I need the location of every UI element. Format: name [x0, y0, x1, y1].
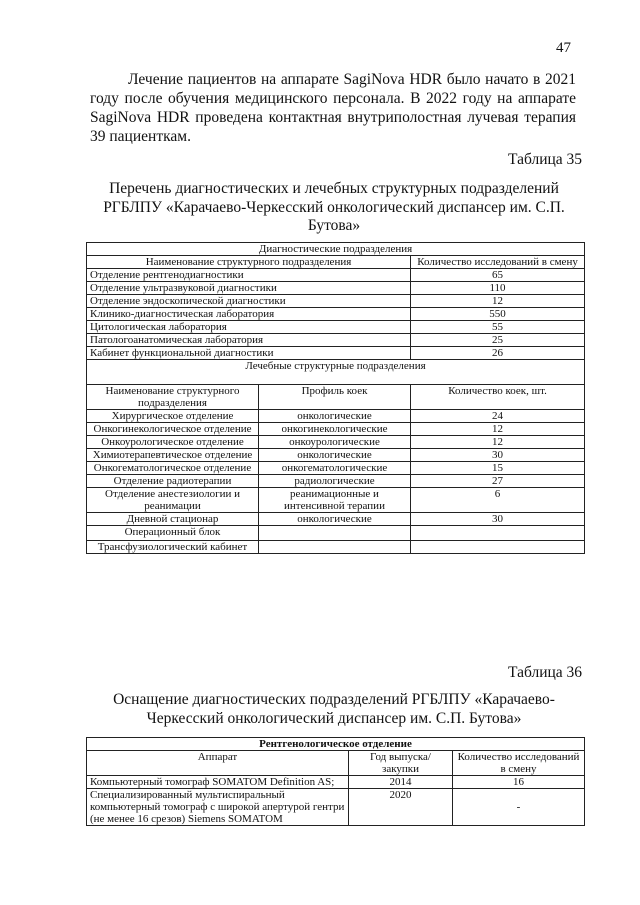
- treat-profile: радиологические: [259, 475, 411, 488]
- page-number: 47: [556, 40, 571, 56]
- treat-beds: [411, 541, 585, 554]
- table-row: [87, 282, 585, 295]
- diag-section-title: Диагностические подразделения: [87, 243, 585, 256]
- diag-header-name: Наименование структурного подразделения: [87, 256, 411, 269]
- treat-beds: 24: [411, 410, 585, 423]
- table-row: [87, 334, 585, 347]
- table-row: [87, 541, 585, 554]
- table-row: [87, 513, 585, 526]
- table-row: [87, 776, 585, 789]
- treat-beds: 12: [411, 436, 585, 449]
- device-year: 2020: [349, 789, 453, 826]
- table36: [86, 737, 585, 826]
- treat-beds: 6: [411, 488, 585, 513]
- device-count: 16: [453, 776, 585, 789]
- treat-name: Дневной стационар: [87, 513, 259, 526]
- diag-name: Патологоанатомическая лаборатория: [87, 334, 411, 347]
- diag-count: 25: [411, 334, 585, 347]
- treat-header-profile: Профиль коек: [259, 385, 411, 410]
- treat-beds: 30: [411, 513, 585, 526]
- treat-profile: [259, 541, 411, 554]
- table-row: [87, 789, 585, 826]
- table-row: [87, 488, 585, 513]
- t36-header-year: Год выпуска/закупки: [349, 751, 453, 776]
- treat-section-title: Лечебные структурные подразделения: [87, 360, 585, 385]
- treat-profile: онкогематологические: [259, 462, 411, 475]
- diag-header-count: Количество исследований в смену: [411, 256, 585, 269]
- diag-name: Клинико-диагностическая лаборатория: [87, 308, 411, 321]
- diag-count: 65: [411, 269, 585, 282]
- table-row: [87, 475, 585, 488]
- table35-label: Таблица 35: [508, 151, 583, 168]
- treat-name: Отделение анестезиологии и реанимации: [87, 488, 259, 513]
- table-row: [87, 347, 585, 360]
- treat-name: Химиотерапевтическое отделение: [87, 449, 259, 462]
- table-row: [87, 423, 585, 436]
- treat-name: Онкоурологическое отделение: [87, 436, 259, 449]
- treat-profile: реанимационные и интенсивной терапии: [259, 488, 411, 513]
- device-name: Компьютерный томограф SOMATOM Definition AS;: [87, 776, 349, 789]
- diag-name: Отделение ультразвуковой диагностики: [87, 282, 411, 295]
- table-row: [87, 321, 585, 334]
- table-row: [87, 308, 585, 321]
- table-row: [87, 436, 585, 449]
- table36-label: Таблица 36: [508, 664, 583, 681]
- diag-count: 110: [411, 282, 585, 295]
- treat-name: Операционный блок: [87, 526, 259, 541]
- device-year: 2014: [349, 776, 453, 789]
- intro-paragraph: Лечение пациентов на аппарате SagiNova HDR было начато в 2021 году после обучения медицинского персонала. В 2022 году на аппарате SagiNova HDR проведена контактная внутриполостная лучевая терапия 39 пациенткам.: [90, 71, 576, 145]
- diag-name: Цитологическая лаборатория: [87, 321, 411, 334]
- table36-title: Оснащение диагностических подразделений РГБЛПУ «Карачаево-Черкесский онкологический диспансер им. С.П. Бутова»: [113, 691, 555, 727]
- treat-name: Онкогематологическое отделение: [87, 462, 259, 475]
- treat-beds: 15: [411, 462, 585, 475]
- t36-header-count: Количество исследований в смену: [453, 751, 585, 776]
- treat-beds: [411, 526, 585, 541]
- table-row: [87, 462, 585, 475]
- treat-name: Отделение радиотерапии: [87, 475, 259, 488]
- diag-count: 55: [411, 321, 585, 334]
- treat-name: Хирургическое отделение: [87, 410, 259, 423]
- t36-header-device: Аппарат: [87, 751, 349, 776]
- treat-name: Трансфузиологический кабинет: [87, 541, 259, 554]
- xray-section-title: Рентгенологическое отделение: [87, 738, 585, 751]
- table-row: [87, 526, 585, 541]
- treat-beds: 30: [411, 449, 585, 462]
- device-count: -: [453, 789, 585, 826]
- treat-header-beds: Количество коек, шт.: [411, 385, 585, 410]
- table-row: [87, 410, 585, 423]
- treat-profile: онкологические: [259, 410, 411, 423]
- treat-profile: онкогинекологические: [259, 423, 411, 436]
- treat-header-name: Наименование структурного подразделения: [87, 385, 259, 410]
- treat-profile: [259, 526, 411, 541]
- treat-name: Онкогинекологическое отделение: [87, 423, 259, 436]
- treat-beds: 27: [411, 475, 585, 488]
- treat-profile: онкоурологические: [259, 436, 411, 449]
- diag-count: 26: [411, 347, 585, 360]
- treat-beds: 12: [411, 423, 585, 436]
- diag-count: 12: [411, 295, 585, 308]
- diag-count: 550: [411, 308, 585, 321]
- table35-title: Перечень диагностических и лечебных структурных подразделений РГБЛПУ «Карачаево-Черкесский онкологический диспансер им. С.П. Бутова»: [103, 180, 565, 234]
- table-row: [87, 295, 585, 308]
- table35: [86, 242, 585, 554]
- table-row: [87, 269, 585, 282]
- treat-profile: онкологические: [259, 513, 411, 526]
- diag-name: Отделение рентгенодиагностики: [87, 269, 411, 282]
- table-row: [87, 449, 585, 462]
- diag-name: Отделение эндоскопической диагностики: [87, 295, 411, 308]
- device-name: Специализированный мультиспиральный компьютерный томограф с широкой апертурой гентри (не менее 16 срезов) Siemens SOMATOM: [87, 789, 349, 826]
- treat-profile: онкологические: [259, 449, 411, 462]
- diag-name: Кабинет функциональной диагностики: [87, 347, 411, 360]
